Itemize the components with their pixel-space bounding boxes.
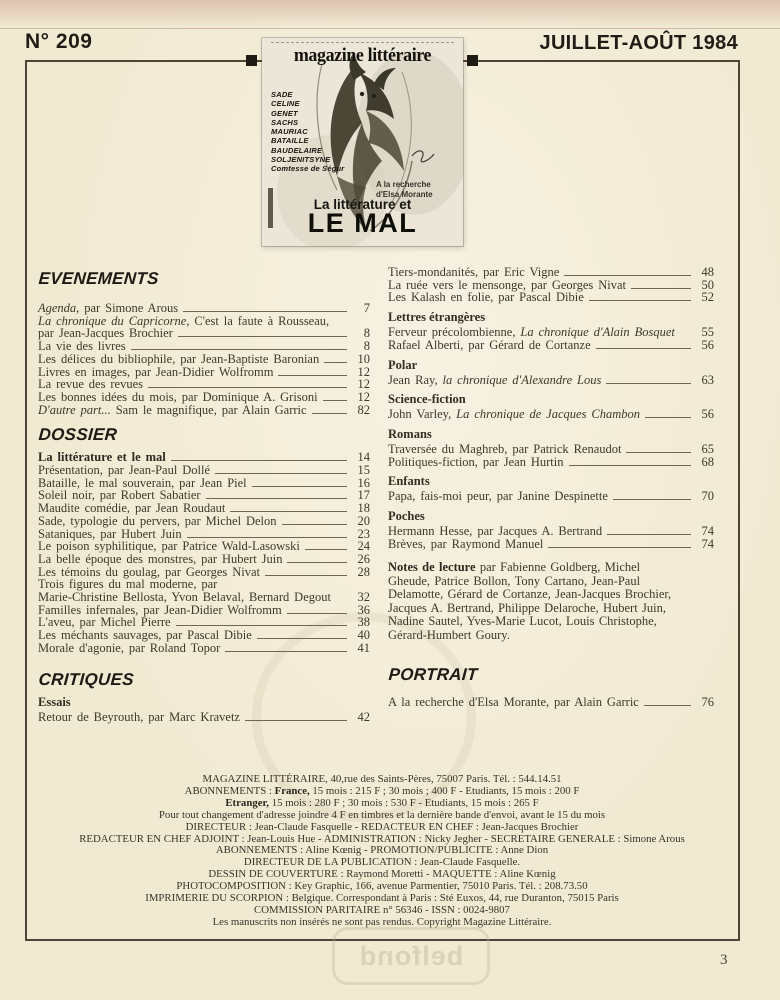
toc-item-row [38,404,370,417]
toc-text: Ferveur précolombienne, [388,325,521,340]
cover-top-strip [271,42,454,43]
leader-line [564,275,691,276]
leader-line [644,705,691,706]
subsection-heading: Enfants [388,474,430,489]
toc-page-number: 48 [701,265,714,279]
toc-page-number: 41 [357,640,370,655]
toc-item-text [388,456,564,469]
toc-text: Agenda, [38,301,80,315]
toc-page-number: 55 [701,325,714,340]
cover-side-note-line2: d'Elsa Morante [376,189,433,199]
toc-text: Sataniques, par Hubert Juin [38,526,182,541]
toc-page-number: 56 [701,407,714,422]
leader-line [596,348,691,349]
toc-page-number: 12 [357,364,370,379]
toc-text: ABONNEMENTS : Aline Kœnig - PROMOTION/PUBLICITE : Anne Dion [215,844,549,857]
cover-author-name: CELINE [271,99,300,109]
toc-text: A la recherche d'Elsa Morante, par Alain Garric [388,695,639,710]
toc-text: Traversée du Maghreb, par Patrick Renaudot [388,441,622,456]
toc-text: par Simone Arous [79,301,179,315]
toc-text: Rafael Alberti, par Gérard de Cortanze [388,337,591,352]
toc-page-number: 74 [701,524,714,539]
toc-page-number: 16 [357,475,370,490]
leader-line [607,534,691,535]
section-heading-dossier: DOSSIER [37,425,118,445]
toc-text: COMMISSION PARITAIRE n° 56346 - ISSN : 0024-9807 [254,903,510,916]
toc-text: L'aveu, par Michel Pierre [38,615,171,630]
toc-item-row [388,538,714,551]
cover-side-note-line1: A la recherche [376,180,431,189]
leader-line [178,336,347,337]
toc-text: ABONNEMENTS : [184,784,275,797]
toc-page-number: 38 [357,615,370,630]
toc-item [388,456,714,469]
toc-text: Sade, typologie du pervers, par Michel Delon [38,513,277,528]
leader-line [548,547,691,548]
section-heading-evenements: EVENEMENTS [37,269,160,288]
toc-text: Marie-Christine Bellosta, Yvon Belaval, Bernard Degout [38,590,331,605]
leader-line [282,524,347,525]
toc-item-text [38,711,240,724]
toc-text: MAGAZINE LITTÉRAIRE, 40,rue des Saints-Pères, 75007 Paris. Tél. : 544.14.51 [202,773,562,785]
toc-item [38,404,370,417]
leader-line [252,486,347,487]
leader-line [257,638,347,639]
notes-paragraph [388,561,686,642]
toc-page-number: 26 [357,551,370,566]
toc-page-number: 8 [363,326,370,341]
toc-text: La revue des revues [38,377,144,392]
cover-author-name: SACHS [271,117,299,127]
toc-page-number: 12 [357,377,370,392]
toc-text: La littérature et le mal [38,450,166,465]
leader-line [606,383,691,384]
cover-author-name: MAURIAC [271,127,308,137]
leader-line [278,375,347,376]
toc-text: La belle époque des monstres, par Hubert Juin [38,551,283,566]
section-heading-critiques: CRITIQUES [37,669,135,689]
toc-page-number: 10 [357,351,370,366]
leader-line [287,562,347,563]
toc-item [388,490,714,503]
frame-square-right [467,55,478,66]
toc-text: Etranger, [225,796,270,809]
issue-date: JUILLET-AOÛT 1984 [539,32,738,54]
toc-page-number: 20 [357,513,370,528]
leader-line [287,613,347,614]
toc-page-number: 68 [701,454,714,469]
toc-text: C'est la faute à Rousseau, [189,313,330,328]
folio-page-number: 3 [720,952,729,968]
toc-text: Livres en images, par Jean-Didier Wolfromm [38,364,274,379]
section-heading-portrait: PORTRAIT [387,665,479,685]
toc-text: Les manuscrits non insérés ne sont pas rendus. Copyright Magazine Littéraire. [212,915,552,928]
toc-page-number: 32 [357,590,370,605]
toc-item-text [388,538,543,551]
toc-item-row [38,711,370,724]
toc-page-number: 50 [701,277,714,292]
toc-page-number: 76 [701,695,714,710]
cover-author-name: BATAILLE [271,136,309,146]
toc-text: par Fabienne Goldberg, Michel Gheude, Patrice Bollon, Tony Cartano, Jean-Paul Delamotte, Gérard de Cortanze, Jean-Jacques Brochier, Jacques A. Bertrand, Philippe Delaroche, Hubert Juin, Nadine Sautel, Yves-Marie Lucot, Louis Christophe, Gérard-Humbert Goury. [388,560,672,642]
leader-line [312,413,347,414]
cover-author-name: SADE [271,90,293,99]
toc-page-number: 17 [357,488,370,503]
toc-text: Notes de lecture [388,560,476,575]
toc-text: La chronique de Jacques Chambon [456,407,640,422]
subsection-heading: Essais [38,694,71,709]
toc-page-number: 56 [701,337,714,352]
cover-main-title: LE MAL [307,208,418,238]
subsection-heading: Romans [388,426,432,441]
toc-item-text [388,408,640,421]
toc-page-number: 8 [363,339,370,354]
magazine-cover [262,38,463,246]
leader-line [569,465,691,466]
toc-text: Hermann Hesse, par Jacques A. Bertrand [388,524,603,539]
leader-line [187,537,347,538]
toc-text: Le poison syphilitique, par Patrice Wald-Lasowski [38,539,300,554]
toc-text: John Varley, [388,407,457,422]
toc-text: Pour tout changement d'adresse joindre 4 F en timbres et la dernière bande d'envoi, avant le 15 du mois [158,808,606,821]
toc-item [38,315,370,340]
toc-right-column [388,266,714,709]
toc-text: Sam le magnifique, par Alain Garric [110,402,307,417]
toc-page-number: 28 [357,564,370,579]
toc-text: Les bonnes idées du mois, par Dominique A. Grisoni [38,389,318,404]
toc-page-number: 74 [701,536,714,551]
issue-number: N° 209 [25,30,93,53]
toc-text: DESSIN DE COUVERTURE : Raymond Moretti - MAQUETTE : Aline Kœnig [208,868,556,881]
toc-item [388,291,714,304]
toc-page-number: 15 [357,463,370,478]
toc-text: DIRECTEUR DE LA PUBLICATION : Jean-Claude Fasquelle. [243,856,521,869]
toc-text: Politiques-fiction, par Jean Hurtin [388,454,564,469]
toc-page-number: 63 [701,372,714,387]
toc-item [38,642,370,655]
cover-author-name: SOLJENITSYNE [271,155,331,165]
toc-page-number: 7 [363,301,370,315]
show-through-belfond-logo: belfond [332,927,490,985]
toc-text: Tiers-mondanités, par Eric Vigne [388,265,560,279]
leader-line [245,720,347,721]
toc-item-row [388,490,714,503]
toc-page-number: 23 [357,526,370,541]
cover-author-name: BAUDELAIRE [271,145,323,155]
leader-line [589,300,691,301]
leader-line [215,473,347,474]
toc-text: Brèves, par Raymond Manuel [388,536,544,551]
subsection-heading: Polar [388,357,418,372]
toc-item-row [388,291,714,304]
toc-text: 15 mois : 280 F ; 30 mois : 530 F - Etudiants, 15 mois : 265 F [269,796,539,809]
toc-page-number: 65 [701,441,714,456]
toc-item [388,374,714,387]
toc-text: la chronique d'Alexandre Lous [442,372,602,387]
leader-line [631,288,691,289]
toc-text: Jean Ray, [388,372,443,387]
masthead-imprint-block [36,774,728,929]
subsection-heading: Lettres étrangères [388,310,486,325]
leader-line [323,400,347,401]
leader-line [176,625,347,626]
toc-item-text [388,374,601,387]
toc-item-text [388,696,639,709]
leader-line [626,452,691,453]
toc-text: par Jean-Jacques Brochier [38,326,173,341]
cover-subtitle: La littérature et [313,197,412,212]
toc-left-column [38,270,370,723]
toc-text: Présentation, par Jean-Paul Dollé [38,463,211,478]
leader-line [265,575,347,576]
toc-item [388,408,714,421]
leader-line [230,511,347,512]
toc-text: La chronique d'Alain Bosquet [520,325,675,340]
leader-line [225,651,347,652]
toc-text: La vie des livres [38,339,126,354]
toc-item-row [388,456,714,469]
leader-line [183,311,347,312]
toc-item-row [388,696,714,709]
leader-line [206,498,347,499]
toc-text: Retour de Beyrouth, par Marc Kravetz [38,709,240,724]
toc-text: Bataille, le mal souverain, par Jean Piel [38,475,247,490]
toc-item [388,696,714,709]
toc-text: Soleil noir, par Robert Sabatier [38,488,201,503]
toc-text: PHOTOCOMPOSITION : Key Graphic, 166, avenue Parmentier, 75010 Paris. Tél. : 208.73.50 [176,880,588,893]
toc-text: La ruée vers le mensonge, par Georges Nivat [388,277,626,292]
page-top-edge [0,0,780,29]
toc-page-number: 18 [357,501,370,516]
toc-page-number: 70 [701,489,714,504]
leader-line [171,460,347,461]
toc-text: Papa, fais-moi peur, par Janine Despinette [388,489,608,504]
toc-page-number: 12 [357,389,370,404]
toc-text: IMPRIMERIE DU SCORPION : Belgique. Correspondant à Paris : Sté Euxos, 44, rue Duranton, 75015 Paris [145,892,619,905]
toc-text: France, [274,784,310,797]
cover-masthead-title: magazine littéraire [293,46,432,66]
toc-item-text [388,339,591,352]
toc-item-row [388,408,714,421]
leader-line [645,417,691,418]
leader-line [613,499,691,500]
toc-page-number: 40 [357,628,370,643]
toc-text: Maudite comédie, par Jean Roudaut [38,501,226,516]
toc-page-number: 36 [357,602,370,617]
toc-item [388,538,714,551]
toc-text: Les délices du bibliophile, par Jean-Baptiste Baronian [38,351,320,366]
cover-author-name: GENET [271,108,298,118]
toc-item-row [388,339,714,352]
toc-text: REDACTEUR EN CHEF ADJOINT : Jean-Louis Hue - ADMINISTRATION : Nicky Jegher - SECRETAIRE GENERALE : Simone Arous [79,832,685,845]
toc-item-text [38,404,307,417]
leader-line [324,362,347,363]
toc-text: 15 mois : 215 F ; 30 mois ; 400 F - Etudiants, 15 mois : 200 F [309,784,580,797]
frame-square-left [246,55,257,66]
cover-author-list [271,90,344,174]
toc-page-number: 42 [357,709,370,724]
toc-item-text [38,642,220,655]
subsection-heading: Science-fiction [388,392,466,407]
toc-page-number: 82 [357,402,370,417]
leader-line [131,349,347,350]
cover-author-name: Comtesse de Ségur [271,164,345,174]
toc-text: Les Kalash en folie, par Pascal Dibie [388,290,584,305]
leader-line [148,387,347,388]
toc-text: La chronique du Capricorne, [38,313,190,328]
toc-item-text [388,291,584,304]
leader-line [305,549,347,550]
toc-text: Les méchants sauvages, par Pascal Dibie [38,628,252,643]
toc-page-number: 24 [357,539,370,554]
toc-text: DIRECTEUR : Jean-Claude Fasquelle - REDACTEUR EN CHEF : Jean-Jacques Brochier [185,820,579,833]
toc-item-row [38,642,370,655]
toc-item-row [388,374,714,387]
toc-item [38,711,370,724]
toc-item [388,339,714,352]
toc-text: Familles infernales, par Jean-Didier Wolfromm [38,602,282,617]
toc-item-text [388,490,608,503]
toc-item [38,578,370,603]
toc-text: D'autre part... [38,402,111,417]
toc-text: Morale d'agonie, par Roland Topor [38,640,221,655]
subsection-heading: Poches [388,509,425,524]
toc-page-number: 52 [701,290,714,305]
toc-text: Trois figures du mal moderne, par [38,577,218,592]
toc-text: Les témoins du goulag, par Georges Nivat [38,564,260,579]
toc-page-number: 14 [357,450,370,465]
